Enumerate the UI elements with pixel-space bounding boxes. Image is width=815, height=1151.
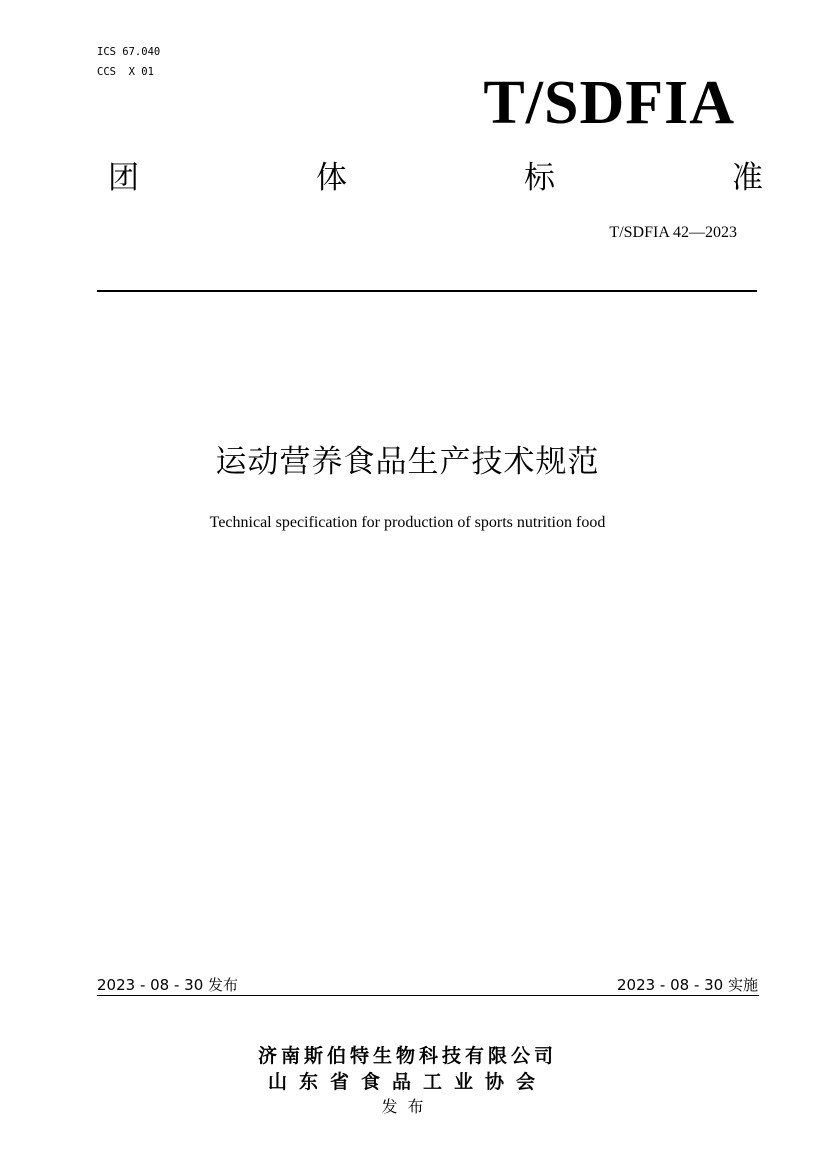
header-divider xyxy=(97,290,757,292)
ccs-code: CCS X 01 xyxy=(97,66,154,78)
issue-date: 2023 - 08 - 30 发布 xyxy=(97,976,239,994)
title-chinese: 运动营养食品生产技术规范 xyxy=(215,444,600,480)
publisher-company: 济南斯伯特生物科技有限公司 xyxy=(257,1045,557,1067)
publish-label: 发布 xyxy=(381,1097,434,1116)
document-type-char: 标 xyxy=(524,160,555,196)
publisher-association: 山东省食品工业协会 xyxy=(267,1071,547,1093)
classification-codes xyxy=(97,42,160,82)
standard-logo: T/SDFIA xyxy=(483,69,735,137)
footer-divider xyxy=(97,995,759,996)
document-type-char: 体 xyxy=(316,160,347,196)
publishers xyxy=(0,1043,815,1118)
document-type-char: 团 xyxy=(108,160,139,196)
implementation-date: 2023 - 08 - 30 实施 xyxy=(616,976,758,994)
standard-number: T/SDFIA 42—2023 xyxy=(609,224,737,241)
ics-code: ICS 67.040 xyxy=(97,46,161,58)
document-type xyxy=(108,158,763,198)
document-type-char: 准 xyxy=(732,160,763,196)
title-english: Technical specification for production of sports nutrition food xyxy=(209,514,606,531)
